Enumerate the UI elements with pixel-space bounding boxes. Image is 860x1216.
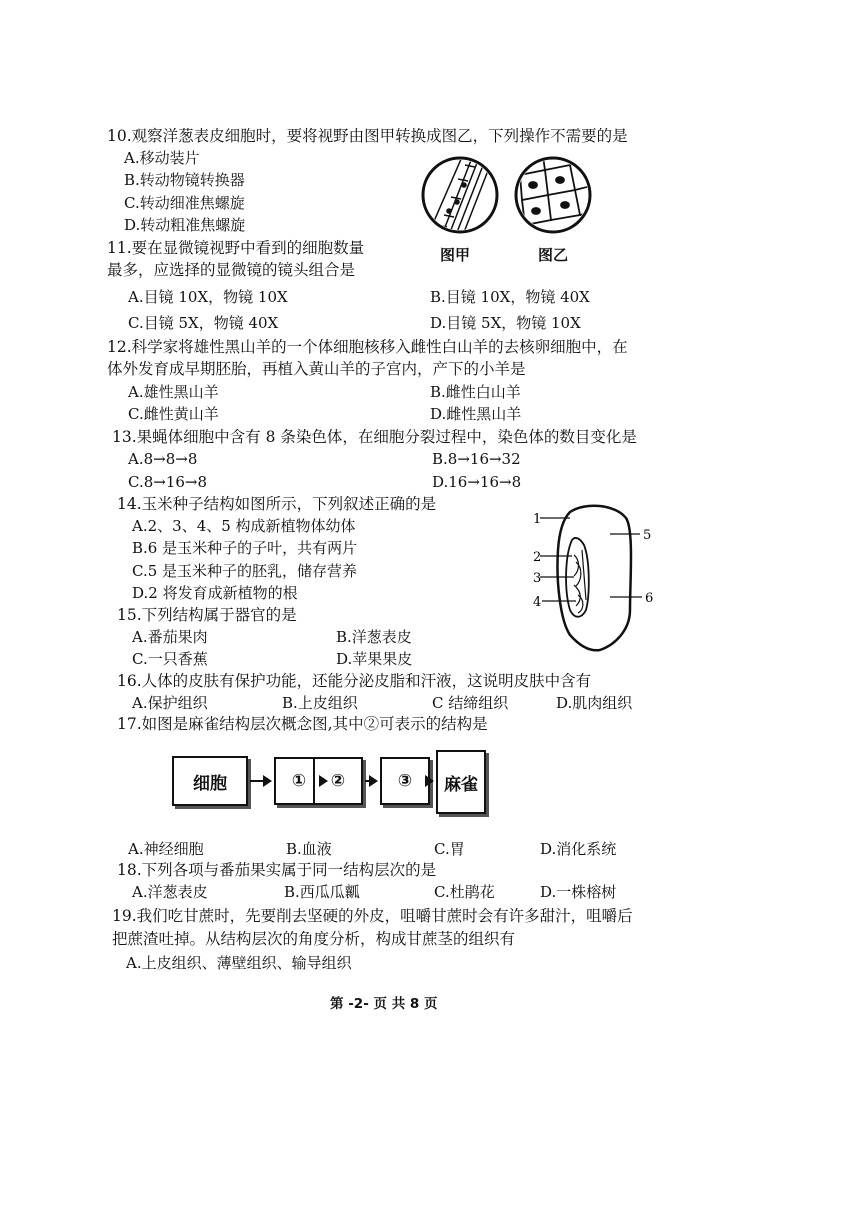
seed-label-6: 6 xyxy=(645,591,654,606)
q17-option-c: C.胃 xyxy=(434,840,465,858)
q11-option-d: D.目镜 5X，物镜 10X xyxy=(430,314,581,332)
q19-option-a: A.上皮组织、薄壁组织、输导组织 xyxy=(126,954,352,972)
seed-label-4: 4 xyxy=(533,595,542,610)
q12-stem-line1: 12.科学家将雄性黑山羊的一个体细胞核移入雌性白山羊的去核卵细胞中，在 xyxy=(107,338,628,356)
seed-label-1: 1 xyxy=(533,512,542,527)
flow-arrow xyxy=(250,780,270,782)
seed-label-2: 2 xyxy=(533,550,542,565)
q13-option-c: C.8→16→8 xyxy=(128,473,208,491)
q10-stem: 10.观察洋葱表皮细胞时，要将视野由图甲转换成图乙，下列操作不需要的是 xyxy=(107,127,628,145)
q13-option-b: B.8→16→32 xyxy=(432,450,521,468)
q11-option-c: C.目镜 5X，物镜 40X xyxy=(128,314,279,332)
q14-option-b: B.6 是玉米种子的子叶，共有两片 xyxy=(132,539,358,557)
q12-stem-line2: 体外发育成早期胚胎，再植入黄山羊的子宫内，产下的小羊是 xyxy=(107,360,526,378)
q17-option-a: A.神经细胞 xyxy=(128,840,204,858)
q13-option-d: D.16→16→8 xyxy=(432,473,522,491)
q17-option-b: B.血液 xyxy=(286,840,332,858)
seed-label-5: 5 xyxy=(643,528,652,543)
q16-option-c: C 结缔组织 xyxy=(432,694,509,712)
q17-option-d: D.消化系统 xyxy=(540,840,617,858)
q11-stem-line2: 最多，应选择的显微镜的镜头组合是 xyxy=(107,261,356,279)
q14-option-c: C.5 是玉米种子的胚乳，储存营养 xyxy=(132,562,358,580)
q15-option-a: A.番茄果肉 xyxy=(132,628,208,646)
flow-box-1: ① xyxy=(274,757,324,805)
q17-stem: 17.如图是麻雀结构层次概念图,其中②可表示的结构是 xyxy=(117,715,488,733)
q10-option-d: D.转动粗准焦螺旋 xyxy=(124,216,246,234)
figure-yi-label: 图乙 xyxy=(538,246,569,264)
q16-option-d: D.肌肉组织 xyxy=(556,694,633,712)
q15-option-b: B.洋葱表皮 xyxy=(336,628,412,646)
q13-option-a: A.8→8→8 xyxy=(128,450,198,468)
flow-box-cell: 细胞 xyxy=(172,756,248,806)
q18-option-c: C.杜鹃花 xyxy=(434,883,495,901)
q19-stem-line1: 19.我们吃甘蔗时，先要削去坚硬的外皮，咀嚼甘蔗时会有许多甜汁，咀嚼后 xyxy=(112,907,633,925)
q10-option-b: B.转动物镜转换器 xyxy=(124,171,245,189)
q12-option-d: D.雌性黑山羊 xyxy=(430,405,522,423)
q14-option-d: D.2 将发育成新植物的根 xyxy=(132,584,298,602)
q11-option-b: B.目镜 10X，物镜 40X xyxy=(430,288,590,306)
q18-option-b: B.西瓜瓜瓤 xyxy=(284,883,360,901)
flow-box-sparrow: 麻雀 xyxy=(436,750,486,814)
flow-box-2: ② xyxy=(313,757,363,805)
q12-option-b: B.雌性白山羊 xyxy=(430,383,521,401)
q16-option-a: A.保护组织 xyxy=(132,694,208,712)
q14-stem: 14.玉米种子结构如图所示，下列叙述正确的是 xyxy=(117,495,437,513)
q18-stem: 18.下列各项与番茄果实属于同一结构层次的是 xyxy=(117,861,437,879)
q10-option-a: A.移动装片 xyxy=(124,149,200,167)
q10-option-c: C.转动细准焦螺旋 xyxy=(124,194,245,212)
q15-stem: 15.下列结构属于器官的是 xyxy=(117,606,297,624)
q11-stem-line1: 11.要在显微镜视野中看到的细胞数量 xyxy=(107,239,365,257)
figure-jia-label: 图甲 xyxy=(440,246,471,264)
q11-option-a: A.目镜 10X，物镜 10X xyxy=(128,288,288,306)
q18-option-a: A.洋葱表皮 xyxy=(132,883,208,901)
page-footer: 第 -2- 页 共 8 页 xyxy=(330,996,438,1012)
q19-stem-line2: 把蔗渣吐掉。从结构层次的角度分析，构成甘蔗茎的组织有 xyxy=(112,930,516,948)
flow-arrow xyxy=(365,780,376,782)
q13-stem: 13.果蝇体细胞中含有 8 条染色体，在细胞分裂过程中，染色体的数目变化是 xyxy=(112,428,637,446)
q16-stem: 16.人体的皮肤有保护功能，还能分泌皮脂和汗液，这说明皮肤中含有 xyxy=(117,672,592,690)
q12-option-a: A.雄性黑山羊 xyxy=(128,383,219,401)
q18-option-d: D.一株榕树 xyxy=(540,883,617,901)
flow-box-3: ③ xyxy=(380,757,430,805)
seed-label-3: 3 xyxy=(533,571,542,586)
q16-option-b: B.上皮组织 xyxy=(282,694,358,712)
figure-jia-view xyxy=(423,155,497,240)
q15-option-d: D.苹果果皮 xyxy=(336,650,413,668)
q15-option-c: C.一只香蕉 xyxy=(132,650,208,668)
q12-option-c: C.雌性黄山羊 xyxy=(128,405,219,423)
corn-seed-structure-figure xyxy=(530,500,670,660)
figure-yi-view xyxy=(515,155,598,232)
q10-microscope-views-figure xyxy=(420,155,600,240)
q14-option-a: A.2、3、4、5 构成新植物体幼体 xyxy=(132,517,356,535)
